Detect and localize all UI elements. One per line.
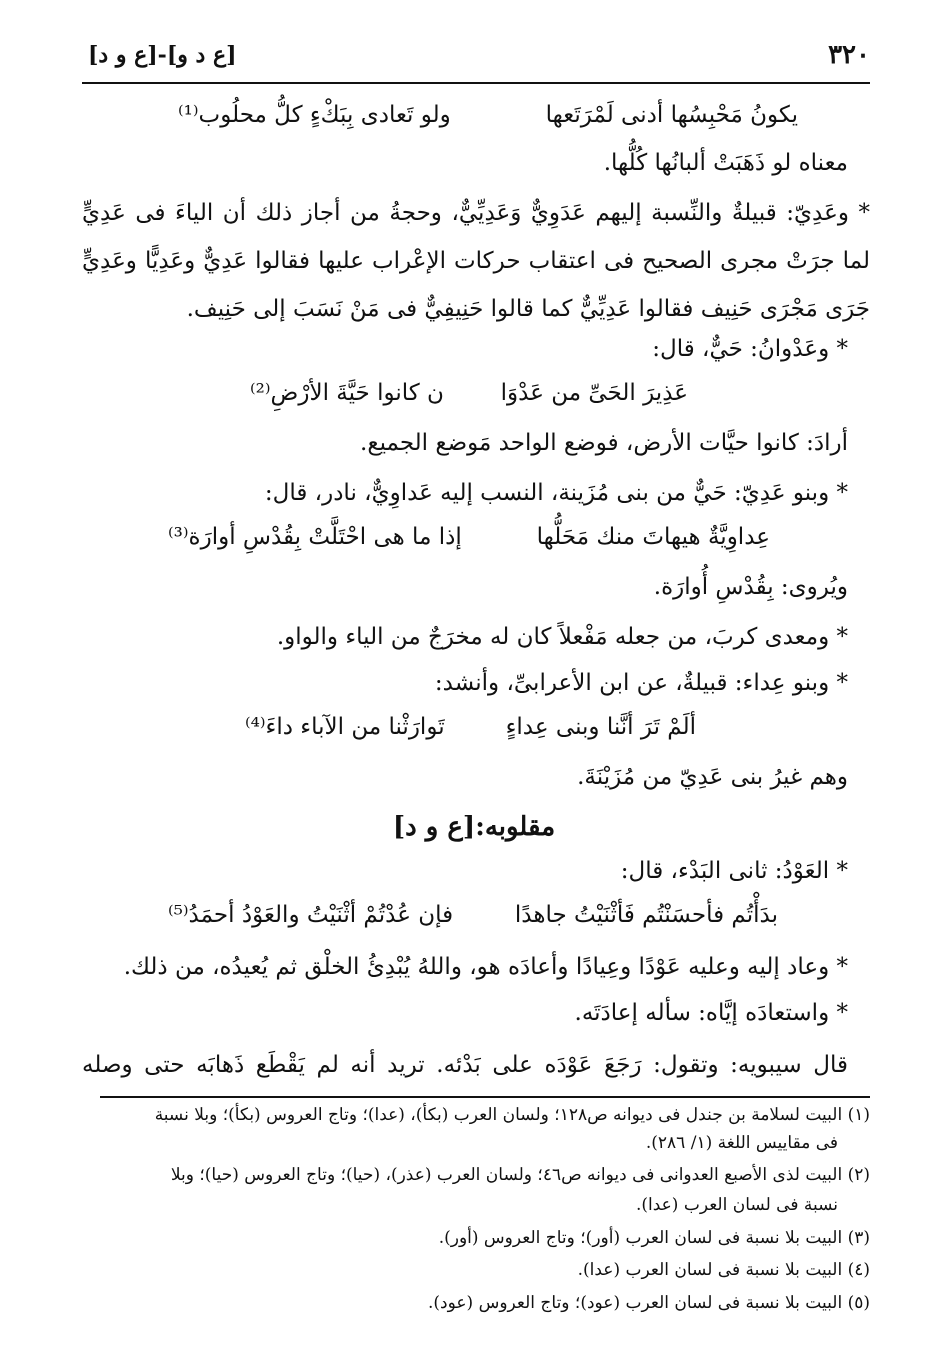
body-line-4: لما جرَتْ مجرى الصحيح فى اعتقاب حركات الإعْراب عليها فقالوا عَدِيٌّ وعَدِيًّا وعَدِيٍّ [82, 248, 870, 274]
footnote-4: (٤) البيت بلا نسبة فى لسان العرب (عدا). [577, 1260, 870, 1280]
body-line-5: جَرَى مَجْرَى حَنِيف فقالوا عَدِيِّيٌّ كما قالوا حَنِيفِيٌّ فى مَنْ نَسَبَ إلى حَنِيف. [186, 296, 870, 322]
verse-4-first-hemistich: ألَمْ تَرَ أنَّنا وبنى عِداءٍ [505, 714, 696, 740]
verse-5-first-hemistich: بدَأْتُم فأحسَنْتُم فَأثْنَيْتُ جاهدًا [514, 902, 778, 928]
footnote-3: (٣) البيت بلا نسبة فى لسان العرب (أور)؛ وتاج العروس (أور). [438, 1228, 870, 1248]
body-line-3: * وعَدِيّ: قبيلةٌ والنِّسبة إليهم عَدَوِيٌّ وَعَدِيِّيٌّ، وحجةُ من أجاز ذلك أن الياءَ فى عَدِيٍّ [82, 200, 870, 226]
verse-2-first-hemistich: عَذِيرَ الحَىِّ من عَدْوَا [500, 380, 688, 406]
body-line-13: * وبنو عِداء: قبيلةٌ، عن ابن الأعرابىِّ، وأنشد: [434, 670, 848, 696]
verse-2-second-hemistich: ن كانوا حَيَّةَ الأرْضِ⁽²⁾ [250, 380, 444, 406]
page-number: ٣٢٠ [828, 40, 870, 70]
footnote-1-continued: فى مقاييس اللغة (١/ ٢٨٦). [645, 1133, 838, 1153]
footnote-2-continued: نسبة فى لسان العرب (عدا). [635, 1195, 838, 1215]
footnote-1: (١) البيت لسلامة بن جندل فى ديوانه ص١٢٨؛ ولسان العرب (بكأ)، (عدا)؛ وتاج العروس (بكأ)؛ وبلا نسبة [154, 1105, 870, 1125]
body-line-18: * وعاد إليه وعليه عَوْدًا وعِيادًا وأعادَه هو، واللهُ يُبْدِئُ الخلْق ثم يُعيدُه، من ذلك. [123, 954, 848, 980]
verse-3-first-hemistich: عِداوِيَّةٌ هيهاتَ منك مَحَلُّها [536, 524, 770, 550]
section-heading: مقلوبه:[ع و د] [392, 812, 556, 842]
running-head: [ع د و]-[ع و د] [88, 42, 237, 68]
body-line-16: * العَوْدُ: ثانى البَدْء، قال: [620, 858, 848, 884]
verse-4-second-hemistich: تَوارَثْنا من الآباء داءَ⁽⁴⁾ [245, 714, 445, 740]
body-line-6: * وعَدْوانُ: حَيٌّ، قال: [652, 336, 848, 362]
body-line-19: * واستعادَه إيَّاه: سأله إعادَتَه. [574, 1000, 848, 1026]
body-line-11: ويُروى: بِقُدْسِ أُوارَة. [653, 574, 848, 600]
body-line-15: وهم غيرُ بنى عَدِيّ من مُزَيْنَةَ. [577, 764, 848, 790]
body-line-8: أرادَ: كانوا حيَّات الأرض، فوضع الواحد مَوضع الجميع. [360, 430, 848, 456]
body-line-20: قال سيبويه: وتقول: رَجَعَ عَوْدَه على بَدْئه. تريد أنه لم يَقْطَع ذَهابَه حتى وصله [82, 1052, 848, 1078]
footnote-5: (٥) البيت بلا نسبة فى لسان العرب (عود)؛ وتاج العروس (عود). [428, 1293, 870, 1313]
header-rule [82, 82, 870, 84]
footnote-rule [100, 1096, 870, 1098]
body-line-9: * وبنو عَدِيّ: حَيٌّ من بنى مُزَينة، النسب إليه عَداوِيٌّ، نادر، قال: [264, 480, 848, 506]
verse-1-first-hemistich: يكونُ مَحْبِسُها أدنى لَمْرَتَعها [545, 102, 798, 128]
verse-1-second-hemistich: ولو تَعادى بِبَكْءٍ كلُّ محلُوب⁽¹⁾ [178, 102, 451, 128]
verse-5-second-hemistich: فإن عُدْتُمْ أثْنَيْتُ والعَوْدُ أحمَدُ⁽⁵⁾ [168, 902, 454, 928]
body-line-12: * ومعدى كربَ، من جعله مَفْعلاً كان له مخرَجٌ من الياء والواو. [276, 624, 848, 650]
verse-3-second-hemistich: إذا ما هى احْتَلَّتْ بِقُدْسِ أوارَة⁽³⁾ [168, 524, 462, 550]
footnote-2: (٢) البيت لذى الأصبع العدوانى فى ديوانه ص٤٦؛ ولسان العرب (عذر)، (حيا)؛ وتاج العروس (حيا)؛ وبلا [170, 1165, 870, 1185]
body-line-2: معناه لو ذَهَبَتْ ألبانُها كُلُّها. [603, 150, 848, 176]
